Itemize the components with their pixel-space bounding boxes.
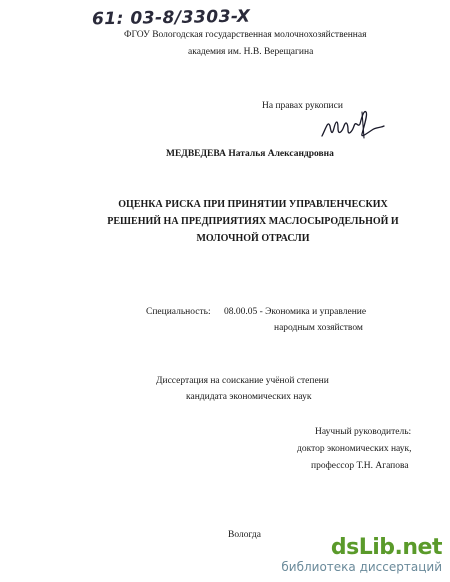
specialty-continuation: народным хозяйством bbox=[274, 323, 363, 333]
specialty-label: Специальность: bbox=[146, 307, 211, 317]
institution-line-1: ФГОУ Вологодская государственная молочнохозяйственная bbox=[124, 30, 367, 40]
title-line-3: МОЛОЧНОЙ ОТРАСЛИ bbox=[196, 233, 310, 244]
watermark-logo: dsLib.net bbox=[330, 535, 442, 560]
supervisor-label: Научный руководитель: bbox=[315, 427, 412, 437]
supervisor-degree: доктор экономических наук, bbox=[297, 444, 412, 454]
title-line-1: ОЦЕНКА РИСКА ПРИ ПРИНЯТИИ УПРАВЛЕНЧЕСКИХ bbox=[118, 199, 388, 210]
title-line-2: РЕШЕНИЙ НА ПРЕДПРИЯТИЯХ МАСЛОСЫРОДЕЛЬНОЙ И bbox=[107, 216, 399, 227]
archive-stamp: 61: 03-8/3303-X bbox=[91, 6, 251, 30]
manuscript-note: На правах рукописи bbox=[262, 101, 343, 111]
dissertation-line-2: кандидата экономических наук bbox=[186, 392, 312, 402]
watermark bbox=[281, 536, 442, 574]
dissertation-title bbox=[100, 196, 406, 247]
handwritten-signature bbox=[318, 106, 388, 148]
dissertation-line-1: Диссертация на соискание учёной степени bbox=[156, 376, 329, 386]
author-name: МЕДВЕДЕВА Наталья Александровна bbox=[166, 149, 334, 159]
city: Вологда bbox=[228, 530, 261, 540]
specialty-code: 08.00.05 - Экономика и управление bbox=[224, 307, 367, 317]
supervisor-name: профессор Т.Н. Агапова bbox=[311, 461, 409, 471]
institution-line-2: академия им. Н.В. Верещагина bbox=[188, 47, 314, 57]
watermark-subtitle: библиотека диссертаций bbox=[281, 560, 442, 574]
